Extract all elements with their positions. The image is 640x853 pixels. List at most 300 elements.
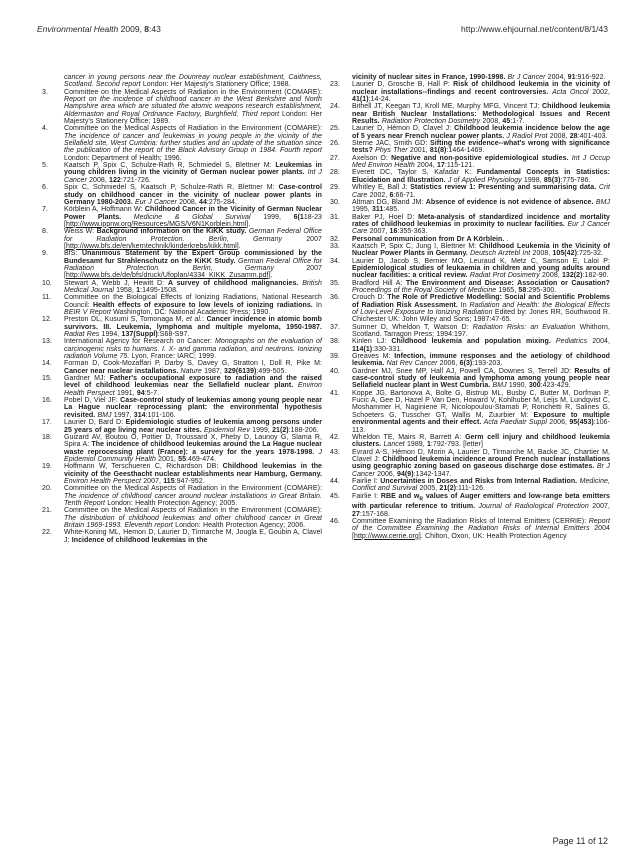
reference-link[interactable]: http://www.bfs.de/de/bfs/druck/Ufoplan/4334_KIKK_Zusamm.pdf [66,272,269,280]
reference-text: Childhood Leukemia in the Vicinity of Nuclear Power Plants in Germany. [352,242,610,258]
reference-entry [330,140,610,155]
reference-number: 13. [42,338,52,346]
reference-text: cancer in young persons near the Dounreay nuclear establishment, Caithness, Scotland. Second report [64,74,322,89]
reference-text: 95(453) [569,419,594,427]
reference-text: 6 [389,191,394,199]
references-right-column [330,74,610,544]
reference-text: Phys Ther [375,147,410,155]
reference-text: 2001, [409,147,430,155]
reference-text: 55 [178,455,187,463]
reference-text: 2008, [89,176,110,184]
reference-text: 2006, [549,419,570,427]
reference-text: Forman D, Cook-Mozaffari P, Darby S, Davey G, Stratton I, Doll R, Pike M: [64,360,322,368]
reference-text: Acta Oncol [552,88,593,96]
page-header [37,24,608,34]
reference-text: Spix C, Schmiedel S, Kaatsch P, Schulze-Rath R, Blettner M: [64,184,279,192]
reference-entry [42,125,322,162]
reference-text: 329(6139) [224,367,257,375]
reference-text: 2002, [369,191,390,199]
reference-text: :1342-1347. [413,470,452,478]
reference-text: :423-429. [540,382,571,390]
reference-text: 17 [436,162,445,170]
reference-text: Radiation Risks: an Evaluation [472,323,580,331]
reference-text: Results of case-control study of leukemia and lymphoma among young people near Sellafield nuclear plant in West Cumbria. [352,367,610,390]
reference-text: :106-113. [352,419,611,434]
reference-entry [330,236,610,243]
reference-entry [330,81,610,103]
reference-text: 45 [502,118,511,126]
reference-number: 7. [42,206,48,214]
reference-text: 314 [133,411,146,419]
reference-text: International Agency for Research on Cancer: [64,338,216,346]
reference-text: Report of the Committee Examining the Radiation Risks of Internal Emitters [352,518,610,533]
reference-number: 32. [330,235,340,243]
reference-text: Axelson O: [352,154,392,162]
reference-entry [42,360,322,375]
reference-text: :721-726. [120,176,151,184]
reference-text: The Role of Predictive Modelling: Social and Scientific Problems of Radiation Risk Assessment. [352,294,610,309]
reference-entry [330,518,610,540]
reference-text: Incidence of childhood leukemias in the [71,536,208,544]
reference-text: Committee on the Medical Aspects of Radiation in the Environment (COMARE): [64,485,322,493]
reference-text: Fairlie I: [352,477,381,485]
reference-entry [330,214,610,236]
reference-text: Everett DC, Taylor S, Kafadar K: [352,169,477,177]
reference-link[interactable]: http://www.ippnw.org/Resources/MGS/V6N1Korblein.html [66,220,247,228]
reference-number: 28. [330,169,340,177]
reference-text: 6(1 [293,213,304,221]
reference-text: Statistics review 1: Presenting and summarising data. [410,184,599,192]
reference-text: 27 [352,510,360,518]
reference-text: :401-403. [577,132,608,140]
reference-entry [42,280,322,295]
reference-text: :66-71. [393,191,416,199]
reference-text: Radiat Prot Dosimetry [469,272,542,280]
reference-text: Uncertainties in Doses and Risks from Internal Radiation. [380,477,580,485]
reference-text: Fundamental Concepts in Statistics: Elucidation and Illustration. [352,169,611,184]
reference-text: Report on the incidence of childhood cancer in the West Berkshire and North Hampshire area which are situated the atomic weapons research establishment, Aldermaston and Royal Ordnance Factory, Burghfield. Third report [64,96,322,118]
reference-text: Nat Rev Cancer [386,360,440,368]
reference-text: Eur J Cancer [135,198,180,206]
reference-entry [330,368,610,390]
article-url[interactable]: http://www.ehjournal.net/content/8/1/43 [461,24,608,34]
reference-text: RBE and w [380,492,420,500]
reference-text: ]. Chilton, Oxon, UK: Health Protection Agency [418,532,567,540]
reference-text: Case-control study on childhood cancer in the vicinity of nuclear power plants in Germany 1980-2003. [64,184,322,206]
reference-text: Germ cell injury and childhood leukemia clusters. [352,433,610,449]
reference-entry [330,243,610,258]
reference-text: Exposure to multiple environmental agents and their effect. [352,411,610,427]
reference-text: Journal of Radiological Protection [478,503,593,511]
reference-number: 22. [42,529,52,537]
reference-number: 37. [330,323,340,331]
reference-text: :111-126. [456,485,486,493]
reference-text: :947-952. [174,477,205,485]
reference-text: R [419,495,424,502]
reference-text: 1994, [101,331,122,339]
reference-text: :5-7. [144,389,160,397]
reference-number: 3. [42,88,48,96]
reference-text: 94(9) [397,470,414,478]
reference-text: ]. [268,272,273,280]
reference-text: BMJ [97,411,114,419]
reference-text: 2001, [158,455,179,463]
reference-text: Childhood leukemia and population mixing. [391,338,556,346]
reference-text: Preston DL, Kusumi S, Tomonaga M, [64,316,186,324]
reference-text: Personal communication from Dr A Körblein. [352,235,507,243]
reference-text: :1-7. [510,118,525,126]
reference-text: Epidemiologic studies of leukemia among persons under 25 years of age living near nuclear sites. [64,419,322,434]
reference-text: Medicine & Global Survival [133,213,264,221]
reference-number: 23. [330,81,340,89]
reference-text: Case-control study of leukemias among young people near La Hague nuclear reprocessing plant: the environmental hypothesis revisited. [64,397,322,419]
page-number: Page 11 of 12 [552,836,608,846]
reference-entry [330,280,610,295]
reference-text: London: Her Majesty's Stationery Office; 1989. [64,110,323,126]
reference-text: Br J Cancer [352,463,610,478]
reference-text: ]. [246,220,251,228]
reference-entry [42,419,322,434]
reference-text: Environ Health Perspect [64,477,144,485]
reference-text: Sterne JAC, Smith GD: [352,140,431,148]
reference-text: J Radiol Prot [506,132,550,140]
reference-text: BEIR V Report [64,309,114,316]
reference-entry [42,294,322,316]
reference-number: 36. [330,294,340,302]
reference-text: Background information on the KiKK study. [96,228,249,236]
reference-text: London: Health Protection Agency; 2006. [175,521,306,529]
reference-text: 18-23 [ [64,213,322,228]
reference-text: Environ Health Perspect [64,382,322,397]
reference-text: et al. [186,316,203,324]
reference-text: :115-121. [444,162,475,170]
reference-text: :295-300. [526,286,557,294]
reference-entry [330,478,610,493]
reference-text: A survey of childhood malignancies. [167,279,303,287]
reference-text: 1991, [116,389,137,397]
reference-text: Br J Cancer [507,74,548,81]
reference-entry [330,493,610,518]
reference-text: Committee on the Medical Aspects of Radiation in the Environment (COMARE): [64,88,322,96]
reference-number: 40. [330,367,340,375]
reference-text: 1989, [406,441,427,449]
reference-number: 27. [330,154,340,162]
reference-text: vicinity of nuclear sites in France, 1990-1998. [352,74,508,81]
reference-text: 300 [528,382,541,390]
reference-number: 34. [330,257,340,265]
reference-entry [330,74,610,81]
reference-text: BMJ [492,382,509,390]
reference-text: :775-786. [560,176,591,184]
reference-text: Laurier D, Grosche B, Hall P: [352,81,454,89]
reference-text: Committee on the Medical Aspects of Radiation in the Environment (COMARE): [64,507,322,515]
reference-text: Weiss W: [64,228,97,236]
reference-text: BfS: [64,250,82,258]
reference-text: :1495-1508. [140,286,179,294]
reference-text: Evrard A-S, Hémon D, Morin A, Laurier D, Tirmarche M, Backe JC, Chartier M, Clavel J: [352,448,610,463]
reference-number: 30. [330,198,340,206]
reference-entry [330,353,610,368]
reference-text: 137(Suppl) [121,331,158,339]
reference-text: Gardner MJ, Snee MP, Hall AJ, Powell CA, Downes S, Terrell JD: [352,367,575,375]
reference-text: Baker PJ, Hoel D: [352,213,419,221]
reference-number: 17. [42,419,52,427]
reference-number: 44. [330,477,340,485]
reference-text: :275-284. [206,198,237,206]
reference-entry [330,184,610,199]
reference-entry [330,125,610,140]
reference-number: 25. [330,125,340,133]
reference-text: Committee on the Biological Effects of Ionizing Radiations, National Research Council: [64,294,322,309]
reference-text: :485. [383,206,400,214]
reference-entry [330,258,610,280]
reference-text: Lyon, France: IARC; 1999. [131,353,217,361]
reference-number: 42. [330,433,340,441]
reference-link[interactable]: http://www.bfs.de/en/kerntechnik/kinderkrebs/kikk.html [66,242,237,250]
reference-text: :S68-S97. [157,331,190,339]
reference-number: 33. [330,242,340,250]
reference-text: 41(1) [352,96,369,104]
reference-entry [42,228,322,250]
reference-text: Laurier D, Jacob S, Bernier MO, Leuraud K, Metz C, Samson E, Laloi P: [352,257,610,265]
reference-text: :157-168. [359,510,390,518]
reference-entry [330,338,610,353]
reference-text: :792-793. [letter] [430,441,483,449]
reference-number: 10. [42,279,52,287]
reference-number: 18. [42,433,52,441]
reference-text: Crouch D: [352,294,388,302]
reference-text: Int J Occup Med Environ Health [352,154,610,170]
reference-text: 2004 [ [352,525,610,540]
reference-text: 1998, [523,176,544,184]
reference-text: Guizard AV, Boutou O, Pottier D, Troussard X, Pheby D, Launoy G, Slama R, Spira A: [64,433,322,449]
reference-entry [42,397,322,419]
reference-text: :916-922. [575,74,606,81]
reference-text: Altman DG, Bland JM: [352,198,426,206]
reference-number: 31. [330,213,340,221]
reference-text: Koppe JG, Bartonova A, Bolte G, Bistrup ML, Busby C, Butter M, Dorfman P, Fucic A, Gee D, Hazel P Van Den, Howard V, Kohlhuber M, Leijs M, Lundqvist C, Moshammer H, Naginiene R, Nicolopoulou-Stamati P, Ronchetti R, Salines G, Schoeters G, Tusscher GT, Wallis M, Zuurbier M: [352,389,610,419]
reference-number: 11. [42,294,52,302]
reference-text: Crit Care [352,184,610,199]
reference-text: 1999, [252,426,273,434]
reference-text: German Federal Office for Radiation Protection. Berlin, Germany [64,228,322,243]
reference-text: Negative and non-positive epidemiological studies. [391,154,572,162]
reference-text: Epidemiol Rev [203,426,253,434]
reference-entry [330,155,610,170]
reference-text: Nature [180,367,205,375]
reference-text: Whithorn, Scotland. Tarragon Press; 1994:197. [352,323,610,339]
reference-number: 43. [330,448,340,456]
reference-text: Infection, immune responses and the aetiology of childhood leukemia. [352,353,610,368]
reference-number: 20. [42,485,52,493]
reference-number: 19. [42,463,52,471]
reference-entry [42,184,322,206]
reference-text: London: Her Majesty's Stationery Office; 1988. [142,81,291,89]
reference-text: 6(3) [459,360,473,368]
reference-text: 2006, [439,360,460,368]
reference-entry [330,199,610,214]
reference-text: Kinlen LJ: [352,338,392,346]
reference-text: Greaves M: [352,353,395,361]
reference-text: :101-106. [145,411,176,419]
reference-text: Laurier D, Bard D: [64,419,126,427]
reference-entry [330,324,610,339]
reference-text: The incidence of cancer and leukemias in young people in the vicinity of the Sellafield site, West Cumbria: further studies and an update of the situation since the publication of the report of the Black Advisory Group in 1984. Fourth report [64,132,322,155]
reference-entry [42,162,322,184]
reference-text: 2008, [179,198,200,206]
reference-text: 2004, [547,74,568,81]
reference-number: 38. [330,338,340,346]
reference-text: Hoffmann W, Terschueren C, Richardson DB: [64,463,223,471]
reference-text: Childhood leukemias in the vicinity of the Geesthacht nuclear establishments near Hamburg, Germany. [64,463,322,478]
reference-text: Childhood leukemia incidence around French nuclear installations using geographic zoning based on gaseous discharge dose estimates. [352,455,610,471]
reference-number: 6. [42,184,48,192]
reference-text: 2004, [416,162,437,170]
reference-text: Gardner MJ: [64,375,110,383]
reference-text: :182-90. [582,272,609,280]
reference-entry [42,316,322,338]
reference-text: Wheldon TE, Mairs R, Barrett A: [352,433,466,441]
reference-text: In [460,301,470,309]
reference-text: Absence of evidence is not evidence of absence. [425,198,596,206]
reference-text: Epidemiological studies of leukaemia in children and young adults around nuclear facilities: a critical review. [352,264,610,280]
reference-text: Deutsch Arztebl Int [470,250,533,258]
reference-text: Proceedings of the Royal Society of Medicine [352,286,499,294]
reference-text: :188-206. [288,426,319,434]
reference-text: In [316,301,322,309]
reference-text: Cancer near nuclear installations. [64,367,181,375]
reference-text: J of Applied Physiology [447,176,524,184]
journal-citation [37,24,161,34]
reference-text: :330-331. [372,345,403,353]
reference-number: 24. [330,103,340,111]
reference-text: Acta Paediatr Suppl [483,419,550,427]
reference-text: Radiation Protection Dosimetry [381,118,483,126]
reference-text: London: Health Protection Agency; 2005. [107,499,238,507]
reference-text: Committee Examining the Radiation Risks of Internal Emitters (CERRIE): [352,518,589,526]
reference-text: Bithell JT, Keegan TJ, Kroll ME, Murphy MFG, Vincent TJ: [352,103,543,111]
reference-text: : [202,316,207,324]
reference-entry [330,169,610,184]
reference-text: Kaatsch P, Spix C, Schulze-Rath R, Schmiedel S, Blettner M: [64,162,276,170]
reference-text: Washington, DC: National Academic Press; 1990. [113,309,271,316]
reference-text: Childhood leukemia incidence below the age of 5 years near French nuclear power plants. [352,125,610,140]
reference-text: 1 [426,441,431,449]
reference-text: Monographs on the evaluation of carcinogenic risks to humans. I. X- and gamma radiation, and neutrons. Ionizing radiation Volume 75. [64,338,322,361]
reference-text: 91 [567,74,576,81]
reference-text: 2007 [ [64,264,322,280]
reference-text: 2002, [592,88,610,96]
reference-link[interactable]: http://www.cerrie.org [354,532,419,540]
reference-text: Father's occupational exposure to radiation and the raised level of childhood leukemias near the Sellafield nuclear plant. [64,375,322,390]
reference-text: 1995, [352,206,372,214]
reference-text: Pobel D, Viel JF: [64,397,121,405]
reference-text: Körblein A, Hoffmann W: [64,206,145,214]
journal-issue: :43 [149,24,161,34]
reference-number: 8. [42,228,48,236]
reference-number: 45. [330,492,340,500]
reference-text: values of Auger emitters and low-range beta emitters with particular reference to tritium. [352,492,610,511]
references-left-column [42,74,322,544]
reference-text: 1958, [116,286,137,294]
reference-text: 2007, [369,228,390,236]
reference-number: 35. [330,279,340,287]
reference-text: 1965, [498,286,519,294]
reference-text: :499-505. [256,367,287,375]
reference-text: Cancer incidence in atomic bomb survivors. III. Leukemia, lymphoma and multiple myeloma, 1950-1987. [64,316,322,331]
reference-text: Whitley E, Ball J: [352,184,411,192]
reference-number: 26. [330,140,340,148]
reference-number: 39. [330,353,340,361]
reference-text: BMJ [595,198,611,206]
reference-text: 28 [569,132,578,140]
reference-text: Unanimous Statement by the Expert Group commissioned by the Bundesamt fur Strahlenschutz on the KiKK Study. [64,250,323,265]
reference-entry [42,74,322,89]
reference-text: 114(1) [352,345,373,353]
reference-entry [42,507,322,529]
reference-text: German Federal Office for Radiation Protection. Berlin, Germany [64,257,322,272]
reference-number: 16. [42,397,52,405]
reference-text: 1990, [508,382,529,390]
reference-text: 85(3) [543,176,561,184]
reference-text: 311 [371,206,384,214]
reference-number: 21. [42,507,52,515]
reference-text: White-Koning ML, Hemon D, Laurier D, Tirmarche M, Jougla E, Goubin A, Clavel J: [64,529,322,544]
reference-text: Risk of childhood leukemia in the vicinity of nuclear installations--findings and recent controversies. [352,81,610,96]
reference-text: . [506,235,509,243]
journal-year: 2009, [120,24,142,34]
reference-text: 132(2) [561,272,583,280]
reference-text: 2008, [549,132,570,140]
reference-text: 94 [136,389,145,397]
reference-text: Kaatsch P, Spix C, Jung I, Blettner M: [352,242,480,250]
reference-text: Laurier D, Hémon D, Clavel J: [352,125,455,133]
reference-text: 115 [163,477,175,485]
reference-text: 1999, [263,213,294,221]
reference-number: 4. [42,125,48,133]
reference-text: 1987, [204,367,225,375]
reference-text: The incidence of childhood cancer around nuclear installations in Great Britain. Tenth Report [64,492,322,507]
reference-entry [42,434,322,463]
reference-entry [42,375,322,397]
reference-text: :1464-1469. [446,147,485,155]
reference-number: 29. [330,184,340,192]
reference-text: Eur J Cancer Care [352,220,610,236]
reference-entry [330,294,610,323]
reference-text: The distribution of childhood leukemias and other childhood cancer in Great Britain 1969-1993. Eleventh report [64,514,322,529]
reference-text: ]. [236,242,241,250]
reference-text: Stewart A, Webb J, Hewitt D: [64,279,168,287]
reference-text: Radiation and Health: the Biological Effects of Low-Level Exposure to Ionizing Radiation [352,301,611,316]
reference-text: :14-24. [368,96,391,104]
journal-title: Environmental Health [37,24,119,34]
reference-text: Leukemias in young children living in the vicinity of German nuclear power plants. [64,162,322,177]
reference-text: Bradford Hill A: [352,279,406,287]
reference-text: 1997, [113,411,134,419]
reference-text: Radiat Res [64,331,102,339]
references-section [42,74,610,544]
reference-text: 122 [109,176,121,184]
reference-text: 2004, [592,338,610,346]
reference-text: 44 [199,198,207,206]
reference-text: 2007 [ [64,235,322,250]
reference-text: London: Department of Health; 1996. [64,154,182,162]
reference-entry [330,103,610,125]
reference-text: 58 [518,286,527,294]
reference-number: 14. [42,360,52,368]
reference-text: :193-203. [472,360,503,368]
reference-entry [330,434,610,449]
